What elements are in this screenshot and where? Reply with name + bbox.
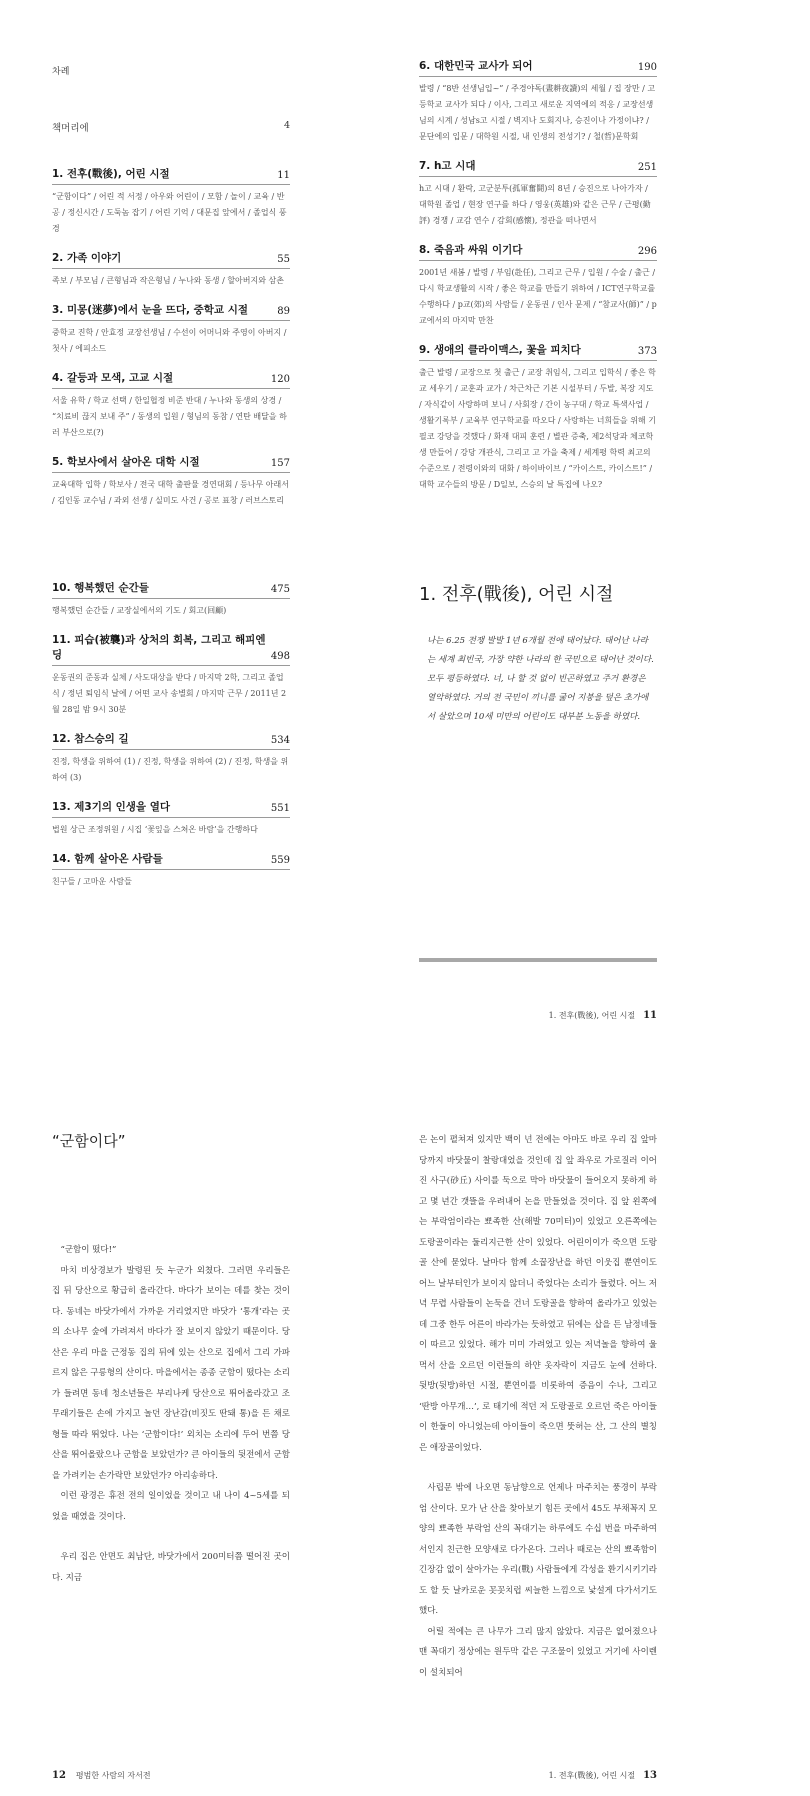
chapter-sections: 출근 발령 / 교장으로 첫 출근 / 교장 취임식, 그리고 입학식 / 좋은 학교 세우기 / 교훈과 교가 / 차근차근 기본 시설부터 / 두발, 복장 지도 / 자식같이 사랑하며 보니 / 사회장 / 간이 농구대 / 학교 특색사업 / 생활기록부 / 교육부 연구학교를 따오다 / 사랑하는 너희들을 위해 기필코 강당을 것했다 / 화재 대피 훈련 / 별관 증축, 제2석당과 체코학생 만들어 / 강당 개관식, 그리고 고 가을 축제 / 세계평 학력 최고의 수준으로 / 전령이와의 대화 / 하이바이브 / “카이스트, 카이스트!” / 대학 교수들의 방문 / D일보, 스승의 날 특집에 나오? — [419, 368, 656, 489]
chapter-sections: 친구들 / 고마운 사람들 — [52, 877, 132, 886]
toc-chapter — [52, 799, 290, 838]
chapter-sections: 발령 / “8반 선생님입~” / 주경야독(晝耕夜讀)의 세월 / 집 장만 / 고등학교 교사가 되다 / 이사, 그리고 새로운 지역에의 적응 / 교장선생님의 시계 / 성남s고 시절 / 벽지나 도회지나, 승진이나 가정이냐? / 문단에의 입문 / 대학원 시절, 내 인생의 전성기? / 철(哲)문학회 — [419, 84, 656, 141]
toc-chapter — [52, 632, 290, 718]
chapter-heading: 1. 전후(戰後), 어린 시절 — [419, 584, 614, 605]
chapter-sections: 서울 유학 / 학교 선택 / 한일협정 비준 반대 / 누나와 동생의 상경 / “치료비 끊지 보내 주” / 동생의 입원 / 형님의 동참 / 연탄 배달을 하러 부산으로(?) — [52, 396, 287, 437]
toc-page-right — [405, 0, 810, 489]
paragraph: 어릴 적에는 큰 나무가 그리 많지 않았다. 지금은 없어졌으나 맨 꼭대기 정상에는 원두막 같은 구조물이 있었고 거기에 사이렌이 설치되어 — [419, 1626, 657, 1678]
chapter-title: 5. 학보사에서 살아온 대학 시절 — [52, 456, 200, 468]
chapter-sections: 족보 / 부모님 / 큰형님과 작은형님 / 누나와 동생 / 할아버지와 삼촌 — [52, 276, 284, 285]
chapter-sections: h고 시대 / 환락, 고군분투(孤軍奮鬪)의 8년 / 승진으로 나아가자 / 대학원 졸업 / 현장 연구를 하다 / 영웅(英雄)와 같은 근무 / 근평(勤評) 경쟁 / 교감 연수 / 감회(感懷), 정관을 떠나면서 — [419, 184, 651, 225]
paragraph: 마치 비상경보가 발령된 듯 누군가 외쳤다. 그러면 우리들은 집 뒤 당산으로 황급히 올라간다. 바다가 보이는 데를 찾는 것이다. 동네는 바닷가에서 가까운 거리였지만 바닷가 ‘통개’라는 곳의 소나무 숲에 가려져서 바다가 잘 보이지 않았기 때문이다. 당산은 우리 마을 근정동 집의 뒤에 있는 산으로 집에서 그리 가파르지 않은 구릉형의 산이다. 마을에서는 종종 군함이 떴다는 소리가 들려면 동네 청소년들은 부리나케 당산으로 뛰어올라갔고 조무래기들은 손에 가지고 놀던 장난감(비짓도 딴돼 통)을 든 채로 형들 따라 뛰었다. 나는 ‘군함이다!’ 외치는 소리에 두어 번쯤 당산을 뛰어올랐으나 군함을 보았던가? 큰 아이들의 뒷전에서 군함을 가려키는 손가락만 보았던가? 아리송하다. — [52, 1265, 290, 1481]
chapter-title: 2. 가족 이야기 — [52, 252, 122, 264]
paragraph: 은 논이 펼쳐져 있지만 백이 넌 전에는 아마도 바로 우리 집 앞마당까지 바닷물이 찰랑대었을 것인데 집 앞 좌우로 가로질러 이어진 사구(砂丘) 사이를 둑으로 막아 바닷물이 들어오지 못하게 하고 몇 년간 갯뜰을 우려내어 논을 만들었을 것이다. 집 앞 왼쪽에는 부락엄이라는 뾰족한 산(해발 70미터)이 있었고 오른쪽에는 도랑골이라는 둘리지근한 산이 있었다. 어린이이가 죽으면 도랑골 산에 묻었다. 날마다 함께 소꿉장난을 하던 이웃집 뿐연이도 어느 날부터인가 보이지 않더니 죽었다는 소리가 들렸다. 어느 저녁 무렵 사람들이 논둑을 건너 도랑골을 향하여 올라가고 있었는데 그중 한두 어른이 바라가는 듯하였고 뒤에는 삽을 든 남정네들이 따르고 있었다. 해가 미미 가려었고 있는 저녁놀을 향하여 울먹서 산을 오르던 이런들의 하얀 옷자락이 지금도 눈에 선하다. 뒷방(뒷방)하던 시절, 뿐연이를 비롯하여 증음이 수나, 그리고 ‘딴방 아무개…’, 로 태기에 적던 저 도랑골로 오르던 죽은 아이들이 한둘이 아니었는데 아이들이 죽으면 뚯허는 산, 그 산의 별칭은 애장골이었다. — [419, 1135, 657, 1453]
chapter-sections: 진정, 학생을 위하여 (1) / 진정, 학생을 위하여 (2) / 진정, 학생을 위하여 (3) — [52, 757, 289, 782]
chapter-page: 475 — [270, 584, 290, 595]
chapter-sections: 2001년 새봄 / 발령 / 부임(赴任), 그리고 근무 / 입원 / 수술 / 출근 / 다시 학교생활의 시작 / 좋은 학교를 만들기 위하여 / ICT연구학교를 수행하다 / p교(郊)의 사람들 / 운동권 / 인사 문제 / “참교사(師)” / p교에서의 마지막 만찬 — [419, 268, 657, 325]
chapter-intro: 나는 6.25 전쟁 발발 1년 6개월 전에 태어났다. 태어난 나라는 세계 최빈국, 가장 약한 나라의 한 국민으로 태어난 것이다. 모두 평등하였다. 너, 나 할 것 없이 빈곤하였고 주거 환경은 열악하였다. 거의 전 국민이 끼니를 굶어 지붕을 덮은 초가에서 살았으며 10세 미만의 어린이도 대부분 노동을 하였다. — [427, 636, 654, 722]
body-text-left — [52, 1240, 290, 1608]
chapter-page: 534 — [270, 735, 290, 746]
chapter-sections: 중학교 진학 / 안효정 교장선생님 / 수선이 어머니와 주영이 아버지 / 첫사 / 에피소드 — [52, 328, 287, 353]
footer-page-number: 12 — [52, 1770, 66, 1781]
page-footer — [52, 1770, 151, 1781]
toc-chapter — [419, 342, 657, 493]
toc-chapter — [52, 302, 290, 357]
preface-title: 책머리에 — [52, 123, 89, 134]
body-page-right — [405, 1130, 810, 1796]
toc-chapter — [52, 166, 290, 237]
toc-list-left — [52, 166, 290, 522]
toc-page-left — [0, 0, 405, 505]
chapter-page: 157 — [270, 458, 290, 469]
page-footer — [549, 1770, 657, 1781]
toc-chapter — [52, 454, 290, 509]
chapter-title: 11. 피습(被襲)과 상처의 회복, 그리고 해피엔딩 — [52, 634, 266, 661]
chapter-title: 10. 행복했던 순간들 — [52, 582, 149, 594]
preface-page: 4 — [283, 120, 290, 131]
chapter-page: 551 — [270, 803, 290, 814]
chapter-title: 13. 제3기의 인생을 열다 — [52, 801, 171, 813]
chapter-title: 12. 참스승의 길 — [52, 733, 129, 745]
paragraph: 사립문 밖에 나오면 동남향으로 언제나 마주치는 풍경이 부락엄 산이다. 모가 난 산을 찾아보기 힘든 곳에서 45도 부채꼭지 모양의 뾰족한 부락엄 산의 꼭대기는 하루에도 수십 번을 마주하여서인지 친근한 모양새로 다가온다. 그러나 때로는 산의 뾰족함이 긴장감 없이 살아가는 우리(戰) 사람들에게 각성을 환기시키기라도 할 듯 날카로운 꼿꼿치럽 씨늘한 느낌으로 낯설게 다가서기도 했다. — [419, 1483, 657, 1616]
toc-chapter — [52, 580, 290, 619]
chapter-sections: 운동권의 준동과 실체 / 사도대상을 받다 / 마지막 2학, 그리고 졸업식 / 정년 퇴임식 날에 / 어떤 교사 송별회 / 마지막 근무 / 2011년 2월 28일 밤 9시 30분 — [52, 673, 287, 714]
chapter-title: 9. 생애의 클라이맥스, 꽃을 피치다 — [419, 344, 581, 356]
toc-chapter — [52, 731, 290, 786]
toc-chapter — [419, 158, 657, 229]
chapter-title: 8. 죽음과 싸워 이기다 — [419, 244, 523, 256]
toc-chapter — [419, 242, 657, 329]
chapter-sections: 행복했던 순간들 / 교장실에서의 기도 / 회고(回顧) — [52, 606, 227, 615]
opener-spread — [0, 570, 810, 1040]
chapter-page: 251 — [637, 162, 657, 173]
chapter-page: 373 — [637, 346, 657, 357]
footer-running-title: 1. 전후(戰後), 어린 시절 — [548, 1011, 636, 1020]
toc-page-left-2 — [0, 570, 405, 1040]
footer-page-number: 13 — [643, 1770, 657, 1781]
body-spread — [0, 1130, 810, 1796]
toc-heading: 차례 — [52, 67, 70, 77]
chapter-page: 89 — [277, 306, 290, 317]
chapter-title: 6. 대한민국 교사가 되어 — [419, 60, 533, 72]
chapter-title: 1. 전후(戰後), 어린 시절 — [52, 168, 170, 180]
body-text-right — [419, 1130, 657, 1703]
chapter-page: 11 — [277, 170, 290, 181]
chapter-sections: 법원 상근 조정위원 / 시집 ‘꽃잎을 스쳐온 바람’을 간행하다 — [52, 825, 258, 834]
chapter-divider-bar — [419, 958, 657, 962]
chapter-title: 7. h고 시대 — [419, 160, 476, 172]
toc-chapter — [419, 58, 657, 145]
footer-page-number: 11 — [643, 1010, 657, 1021]
paragraph: 이런 광경은 휴전 전의 일이었을 것이고 내 나이 4~5세를 되었을 때였을 것이다. — [52, 1491, 290, 1522]
toc-chapter — [52, 250, 290, 289]
chapter-sections: 교육대학 입학 / 학보사 / 전국 대학 출판물 경연대회 / 등나무 아래서 / 김인동 교수님 / 과외 선생 / 실미도 사건 / 공로 표창 / 러브스토리 — [52, 480, 289, 505]
section-title: “군함이다” — [52, 1132, 126, 1150]
toc-list-left-2 — [52, 580, 290, 903]
chapter-title: 14. 함께 살아온 사람들 — [52, 853, 163, 865]
toc-chapter — [52, 370, 290, 441]
paragraph: “군함이 떴다!” — [60, 1245, 117, 1255]
chapter-page: 559 — [270, 855, 290, 866]
chapter-opener-page — [405, 570, 810, 1040]
footer-book-title: 평범한 사람의 자서전 — [75, 1771, 151, 1780]
toc-list-right — [419, 58, 657, 506]
toc-preface — [52, 120, 290, 134]
chapter-page: 55 — [277, 254, 290, 265]
chapter-page: 190 — [637, 62, 657, 73]
chapter-page: 120 — [270, 374, 290, 385]
toc-chapter — [52, 851, 290, 890]
chapter-sections: “군함이다” / 어린 적 서정 / 아우와 어린이 / 모함 / 놀이 / 교육 / 반공 / 정신시간 / 도둑놈 잡기 / 어린 기억 / 대문집 앞에서 / 졸업식 풍경 — [52, 192, 287, 233]
body-page-left — [0, 1130, 405, 1796]
paragraph: 우리 집은 안면도 최남단, 바닷가에서 200미터쯤 떨어진 곳이다. 지금 — [52, 1552, 290, 1583]
toc-spread — [0, 0, 810, 505]
page-footer — [549, 1010, 657, 1021]
chapter-page: 498 — [270, 651, 290, 662]
footer-running-title: 1. 전후(戰後), 어린 시절 — [548, 1771, 636, 1780]
chapter-page: 296 — [637, 246, 657, 257]
chapter-title: 3. 미몽(迷夢)에서 눈을 뜨다, 중학교 시절 — [52, 304, 249, 316]
chapter-title: 4. 갈등과 모색, 고교 시절 — [52, 372, 174, 384]
